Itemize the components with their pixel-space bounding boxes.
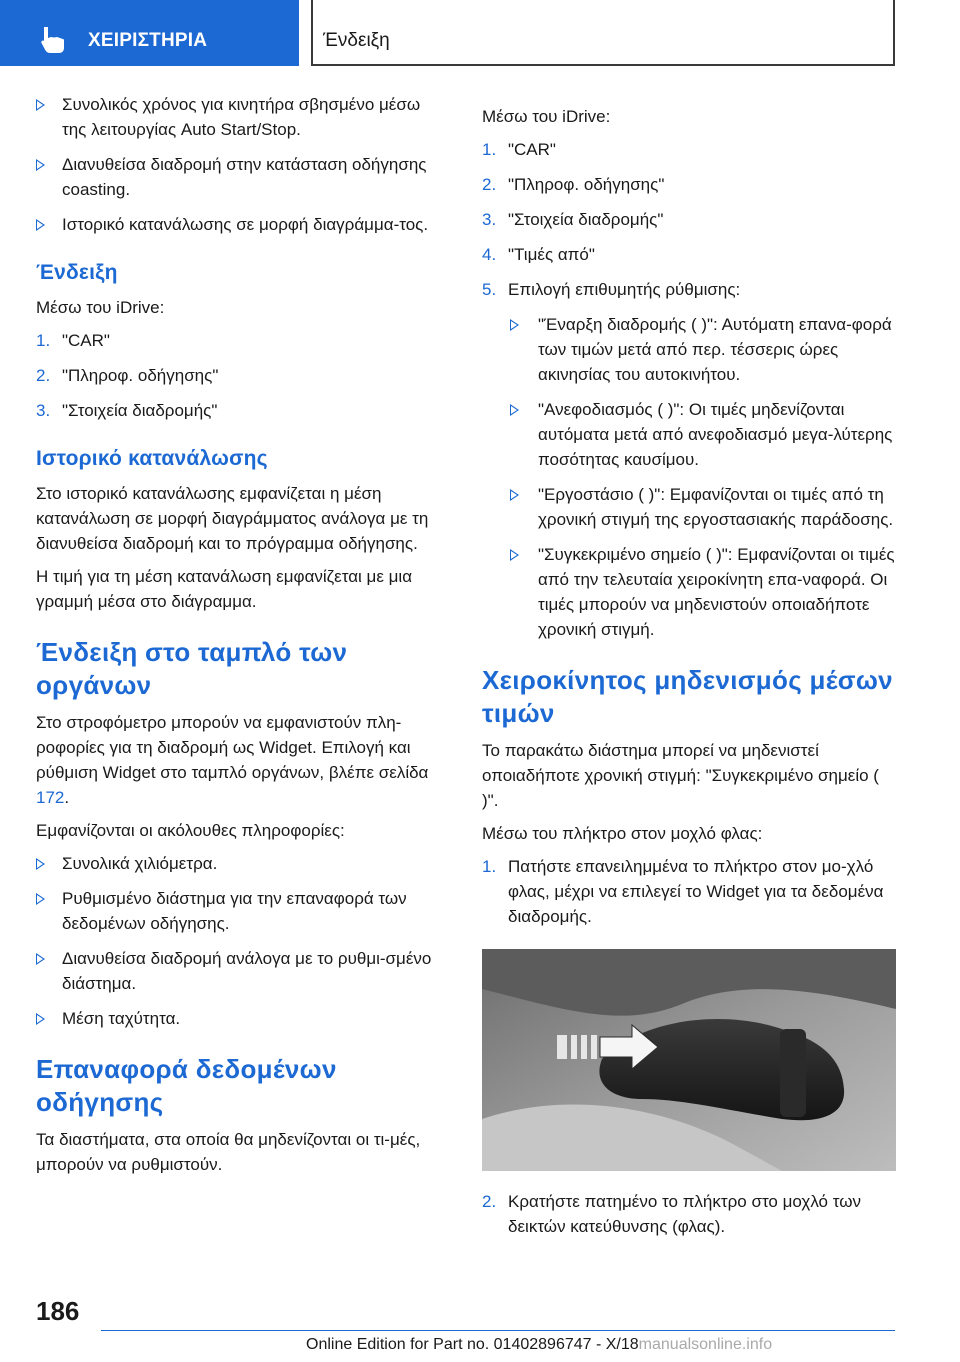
list-item: Διανυθείσα διαδρομή στην κατάσταση οδήγησης coasting. xyxy=(36,152,448,202)
list-item: Ιστορικό κατανάλωσης σε μορφή διαγράμμα-τος. xyxy=(36,212,448,237)
footer-edition: Online Edition for Part no. 01402896747 - X/18manualsonline.info xyxy=(306,1336,773,1353)
step-list xyxy=(482,1189,896,1239)
paragraph: Η τιμή για τη μέση κατανάλωση εμφανίζεται με μια γραμμή μέσα στο διάγραμμα. xyxy=(36,567,413,611)
turn-signal-lever-photo xyxy=(482,949,896,1171)
step-list xyxy=(482,854,896,929)
step-item: 5. Επιλογή επιθυμητής ρύθμισης: "Έναρξη διαδρομής ( )": Αυτόματη επανα-φορά των τιμών μετά από περ. τέσσερις ώρες ακινησίας του αυτοκινήτου. "Ανεφοδιασμός ( )": Οι τιμές μηδενίζονται αυτόματα μετά από ανεφοδιασμό μεγα-λύτερης ποσότητας καυσίμου. "Εργοστάσιο ( )": Εμφανίζονται οι τιμές από τη χρονική στιγμή της εργοστασιακής παράδοσης. "Συγκεκριμένο σημείο ( )": Εμφανίζονται οι τιμές από την τελευταία χειροκίνητη επα-ναφορά. Οι τιμές μπορούν να μηδενιστούν οποιαδήποτε χρονική στιγμή. xyxy=(482,277,896,642)
step-item: 3. "Στοιχεία διαδρομής" xyxy=(482,207,896,232)
list-item: "Εργοστάσιο ( )": Εμφανίζονται οι τιμές από τη χρονική στιγμή της εργοστασιακής παράδοσης. xyxy=(508,482,896,532)
section-tab[interactable] xyxy=(0,0,299,66)
step-number: 2. xyxy=(36,366,51,385)
paragraph: Μέσω του iDrive: xyxy=(36,298,165,317)
sub-bullet-list xyxy=(508,312,896,642)
step-item: 1. Πατήστε επανειλημμένα το πλήκτρο στον μο-χλό φλας, μέχρι να επιλεγεί το Widget για τα δεδομένα διαδρομής. xyxy=(482,854,896,929)
list-item: "Έναρξη διαδρομής ( )": Αυτόματη επανα-φορά των τιμών μετά από περ. τέσσερις ώρες ακινησίας του αυτοκινήτου. xyxy=(508,312,896,387)
list-item: Διανυθείσα διαδρομή ανάλογα με το ρυθμι-σμένο διάστημα. xyxy=(36,946,448,996)
watermark: manualsonline.info xyxy=(638,1336,773,1353)
triangle-bullet-icon xyxy=(36,953,45,965)
paragraph: Το παρακάτω διάστημα μπορεί να μηδενιστεί οποιαδήποτε χρονική στιγμή: "Συγκεκριμένο σημείο ( )". xyxy=(482,741,879,810)
bullet-list-top xyxy=(36,92,448,237)
heading-display: Ένδειξη xyxy=(36,261,118,284)
step-number: 2. xyxy=(482,175,497,194)
footer-divider xyxy=(101,1330,895,1331)
step-list xyxy=(482,137,896,642)
page-number: 186 xyxy=(36,1296,80,1326)
list-item: Ρυθμισμένο διάστημα για την επαναφορά των δεδομένων οδήγησης. xyxy=(36,886,448,936)
step-item: 3. "Στοιχεία διαδρομής" xyxy=(36,398,448,423)
paragraph: Τα διαστήματα, στα οποία θα μηδενίζονται οι τι-μές, μπορούν να ρυθμιστούν. xyxy=(36,1130,421,1174)
step-number: 3. xyxy=(36,401,51,420)
triangle-bullet-icon xyxy=(36,99,45,111)
step-number: 4. xyxy=(482,245,497,264)
step-number: 1. xyxy=(482,140,497,159)
paragraph: Μέσω του iDrive: xyxy=(482,107,611,126)
triangle-bullet-icon xyxy=(510,489,519,501)
list-item: Μέση ταχύτητα. xyxy=(36,1006,448,1031)
paragraph: Στο στροφόμετρο μπορούν να εμφανιστούν πλη-ροφορίες για τη διαδρομή ως Widget. Επιλογή και ρύθμιση Widget στο ταμπλό οργάνων, βλέπε σελίδα 172. xyxy=(36,713,429,807)
bullet-list-dashboard xyxy=(36,851,448,1031)
list-item: "Ανεφοδιασμός ( )": Οι τιμές μηδενίζονται αυτόματα μετά από ανεφοδιασμό μεγα-λύτερης ποσότητας καυσίμου. xyxy=(508,397,896,472)
list-item: "Συγκεκριμένο σημείο ( )": Εμφανίζονται οι τιμές από την τελευταία χειροκίνητη επα-ναφορά. Οι τιμές μπορούν να μηδενιστούν οποιαδήποτε χρονική στιγμή. xyxy=(508,542,896,642)
step-number: 3. xyxy=(482,210,497,229)
pointing-hand-icon xyxy=(38,24,68,54)
list-item: Συνολικός χρόνος για κινητήρα σβησμένο μέσω της λειτουργίας Auto Start/Stop. xyxy=(36,92,448,142)
triangle-bullet-icon xyxy=(36,1013,45,1025)
left-column xyxy=(36,92,448,1185)
step-number: 1. xyxy=(36,331,51,350)
triangle-bullet-icon xyxy=(510,549,519,561)
paragraph: Στο ιστορικό κατανάλωσης εμφανίζεται η μέση κατανάλωση σε μορφή διαγράμματος ανάλογα με τη διανυθείσα διαδρομή και το πρόγραμμα οδήγησης. xyxy=(36,484,429,553)
triangle-bullet-icon xyxy=(510,404,519,416)
step-item: 2. "Πληροφ. οδήγησης" xyxy=(482,172,896,197)
paragraph: Μέσω του πλήκτρο στον μοχλό φλας: xyxy=(482,824,763,843)
triangle-bullet-icon xyxy=(36,219,45,231)
step-number: 1. xyxy=(482,857,497,876)
step-item: 2. "Πληροφ. οδήγησης" xyxy=(36,363,448,388)
step-item: 4. "Τιμές από" xyxy=(482,242,896,267)
list-item: Συνολικά χιλιόμετρα. xyxy=(36,851,448,876)
triangle-bullet-icon xyxy=(36,893,45,905)
heading-history: Ιστορικό κατανάλωσης xyxy=(36,447,268,470)
triangle-bullet-icon xyxy=(36,858,45,870)
step-item: 1. "CAR" xyxy=(482,137,896,162)
page-link[interactable]: 172 xyxy=(36,788,65,807)
heading-dashboard: Ένδειξη στο ταμπλό των οργάνων xyxy=(36,637,348,700)
right-column xyxy=(482,104,896,1249)
chapter-title: Ένδειξη xyxy=(323,30,390,51)
heading-reset: Επαναφορά δεδομένων οδήγησης xyxy=(36,1054,337,1117)
paragraph: Εμφανίζονται οι ακόλουθες πληροφορίες: xyxy=(36,821,345,840)
section-title: ΧΕΙΡΙΣΤΗΡΙΑ xyxy=(88,30,208,51)
heading-manual-reset: Χειροκίνητος μηδενισμός μέσων τιμών xyxy=(482,665,893,728)
step-list xyxy=(36,328,448,423)
triangle-bullet-icon xyxy=(36,159,45,171)
step-number: 2. xyxy=(482,1192,497,1211)
chapter-header xyxy=(311,0,895,66)
step-item: 1. "CAR" xyxy=(36,328,448,353)
step-number: 5. xyxy=(482,280,497,299)
triangle-bullet-icon xyxy=(510,319,519,331)
step-item: 2. Κρατήστε πατημένο το πλήκτρο στο μοχλό των δεικτών κατεύθυνσης (φλας). xyxy=(482,1189,896,1239)
